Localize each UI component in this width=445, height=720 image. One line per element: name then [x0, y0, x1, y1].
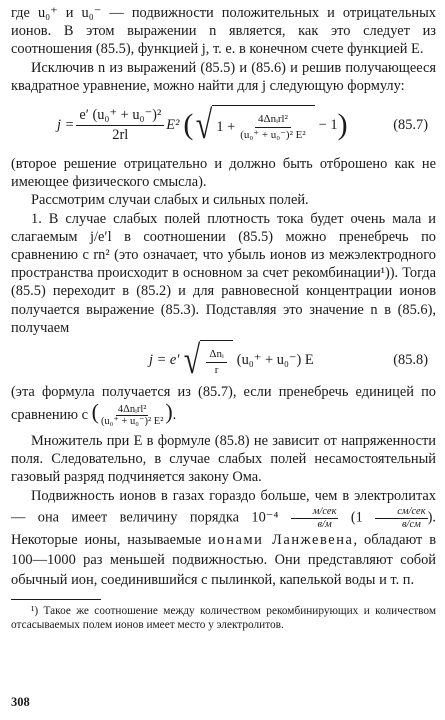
eq858-denominator: r — [214, 363, 219, 376]
eq858-fraction — [206, 348, 226, 376]
paragraph-8-text-b: (1 — [350, 509, 363, 526]
unit-fraction-1 — [291, 506, 339, 530]
eq857-inner-fraction — [237, 113, 308, 141]
eq857-denominator: 2rl — [112, 126, 129, 143]
paragraph-3: (второе решение отрицательно и должно быть отброшено как не имеющее физического смысла). — [11, 156, 436, 191]
eq857-open-paren: ( — [183, 108, 194, 142]
eq857-lhs: j = — [57, 116, 75, 133]
paragraph-5: 1. В случае слабых полей плотность тока будет очень мала и слагаемым j/e′l в соотношении (85.5) можно пренебречь по сравнению с rn² (это означает, что убыль ионов из межэлектродного пространства происходит в основном за счет рекомбинации¹)). Тогда (85.5) переходит в (85.2) и для равновесной концентрации ионов получается выражение (85.3). Подставляя это значение n в (85.6), получаем — [11, 210, 436, 336]
unit-fraction-2-den: в/см — [402, 518, 421, 530]
equation-85-8 — [11, 337, 436, 383]
paragraph-6-text: (эта формула получается из (85.7), если пренебречь единицей по сравнению с — [11, 384, 436, 424]
sqrt-icon: √ — [196, 102, 213, 148]
page-number: 308 — [11, 695, 30, 709]
eq858-radical — [181, 337, 232, 383]
unit-fraction-2-num: см/сек — [375, 506, 427, 519]
eq857-one-plus: 1 + — [216, 118, 236, 135]
eq857-radicand — [212, 105, 314, 145]
paragraph-8-text-a: Подвижность ионов в газах гораздо больше, чем в электролитах — она имеет величину порядка 10⁻⁴ — [11, 488, 436, 526]
paragraph-6-close: ) — [165, 399, 173, 425]
paragraph-7: Множитель при E в формуле (85.8) не зависит от напряженности поля. Следовательно, в случае слабых полей несамостоятельный газовый разряд подчиняется закону Ома. — [11, 432, 436, 486]
paragraph-8-text-c: ). Некоторые ионы, называемые — [11, 509, 436, 549]
paragraph-8-text-d: , обладают в 100—1000 раз меньшей подвижностью. Они представляют собой обычный ион, соединившийся с пылинкой, капелькой воды и т. п. — [11, 532, 436, 589]
footnote-rule — [11, 599, 101, 600]
paragraph-6-end: . — [172, 407, 177, 424]
eq858-lhs: j = e′ — [149, 351, 180, 368]
eq857-close-paren: ) — [337, 108, 348, 142]
paragraph-4: Рассмотрим случаи слабых и сильных полей. — [31, 192, 309, 209]
eq857-fraction — [76, 107, 164, 143]
eq857-numerator: e′ (u₀⁺ + u₀⁻)² — [76, 107, 164, 126]
paragraph-2: Исключив n из выражений (85.5) и (85.6) и решив получающееся квадратное уравнение, можно найти для j следующую формулу: — [11, 59, 436, 94]
eq857-inner-denominator: (u₀⁺ + u₀⁻)² E² — [240, 128, 306, 141]
eq857-minus-one: − 1 — [318, 116, 338, 133]
langevin-ions-term: ионами Ланжевена — [208, 532, 354, 549]
eq857-radical — [193, 102, 314, 148]
eq858-radicand — [200, 340, 232, 380]
eq858-rhs: (u₀⁺ + u₀⁻) E — [236, 351, 314, 368]
eq858-numerator: Δnᵢ — [206, 348, 226, 363]
paragraph-6-open-paren: ( — [91, 399, 99, 425]
paragraph-6-numerator: 4Δnᵢrl² — [117, 403, 147, 415]
paragraph-6 — [11, 383, 436, 428]
eq857-inner-numerator: 4Δnᵢrl² — [255, 113, 291, 128]
unit-fraction-1-den: в/м — [317, 518, 332, 530]
paragraph-6-denominator: (u₀⁺ + u₀⁻)² E² — [100, 416, 164, 428]
equation-number-85-8: (85.8) — [393, 351, 428, 368]
unit-fraction-2 — [375, 506, 427, 530]
paragraph-1: где u₀⁺ и u₀⁻ — подвижности положительных и отрицательных ионов. В этом выражении n является, как это следует из соотношения (85.5), функцией j, т. е. в конечном счете функцией E. — [11, 5, 436, 58]
paragraph-6-fraction — [99, 404, 165, 428]
unit-fraction-1-num: м/сек — [291, 506, 339, 519]
paragraph-8 — [11, 486, 436, 590]
eq857-e-squared: E² — [166, 116, 180, 133]
footnote: ¹) Такое же соотношение между количеством рекомбинирующих и количеством отсасываемых полем ионов имеет место у электролитов. — [11, 605, 436, 632]
equation-number-85-7: (85.7) — [393, 116, 428, 133]
sqrt-icon: √ — [184, 337, 201, 383]
equation-85-7 — [11, 95, 436, 155]
